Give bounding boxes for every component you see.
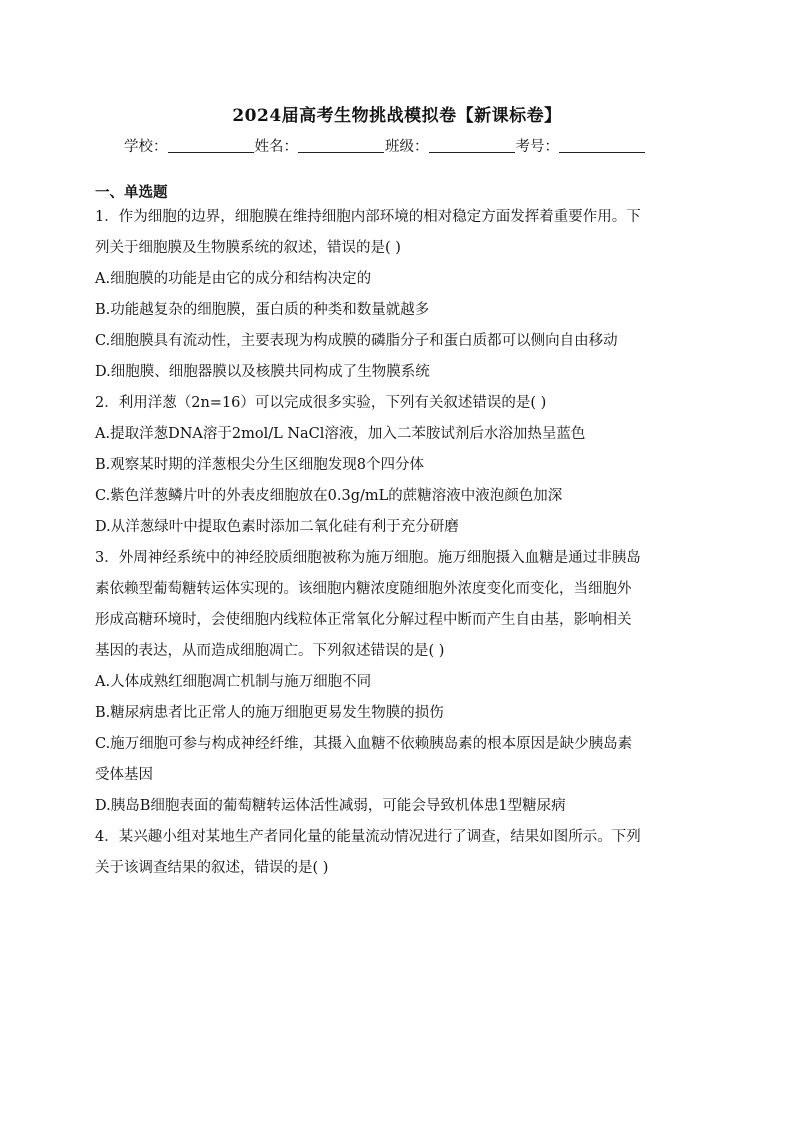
option-c: C.细胞膜具有流动性，主要表现为构成膜的磷脂分子和蛋白质都可以侧向自由移动 <box>95 333 618 349</box>
name-field <box>255 135 386 156</box>
option-c-continued: 受体基因 <box>95 767 153 783</box>
class-blank <box>429 138 515 153</box>
option-a: A.人体成熟红细胞凋亡机制与施万细胞不同 <box>95 674 372 690</box>
option-c: C.施万细胞可参与构成神经纤维，其摄入血糖不依赖胰岛素的根本原因是缺少胰岛素 <box>95 736 633 752</box>
questions-content <box>95 202 701 884</box>
exam-number-blank <box>559 138 645 153</box>
option-b: B.功能越复杂的细胞膜，蛋白质的种类和数量就越多 <box>95 302 430 318</box>
question-3 <box>95 543 701 822</box>
name-blank <box>298 138 384 153</box>
exam-number-label: 考号： <box>515 139 559 155</box>
question-stem-line: 形成高糖环境时，会使细胞内线粒体正常氧化分解过程中断而产生自由基，影响相关 <box>95 612 632 628</box>
question-stem-line: 3．外周神经系统中的神经胶质细胞被称为施万细胞。施万细胞摄入血糖是通过非胰岛 <box>95 550 641 566</box>
section-title: 一、单选题 <box>95 184 168 201</box>
question-stem-line: 列关于细胞膜及生物膜系统的叙述，错误的是( ) <box>95 240 401 256</box>
option-d: D.细胞膜、细胞器膜以及核膜共同构成了生物膜系统 <box>95 364 430 380</box>
question-stem-line: 素依赖型葡萄糖转运体实现的。该细胞内糖浓度随细胞外浓度变化而变化，当细胞外 <box>95 581 632 597</box>
question-4 <box>95 822 701 884</box>
student-info-line <box>124 135 684 156</box>
exam-title: 2024届高考生物挑战模拟卷【新课标卷】 <box>232 106 562 126</box>
option-c: C.紫色洋葱鳞片叶的外表皮细胞放在0.3g/mL的蔗糖溶液中液泡颜色加深 <box>95 488 563 504</box>
option-b: B.观察某时期的洋葱根尖分生区细胞发现8个四分体 <box>95 457 424 473</box>
option-b: B.糖尿病患者比正常人的施万细胞更易发生物膜的损伤 <box>95 705 444 721</box>
school-field <box>124 135 255 156</box>
question-stem-line: 2．利用洋葱（2n=16）可以完成很多实验，下列有关叙述错误的是( ) <box>95 395 547 411</box>
school-blank <box>168 138 254 153</box>
class-field <box>385 135 516 156</box>
question-2 <box>95 388 701 543</box>
question-stem-line: 关于该调查结果的叙述，错误的是( ) <box>95 860 329 876</box>
option-d: D.从洋葱绿叶中提取色素时添加二氧化硅有利于充分研磨 <box>95 519 459 535</box>
question-stem-line: 基因的表达，从而造成细胞凋亡。下列叙述错误的是( ) <box>95 643 445 659</box>
option-a: A.提取洋葱DNA溶于2mol/L NaCl溶液，加入二苯胺试剂后水浴加热呈蓝色 <box>95 426 586 442</box>
name-label: 姓名： <box>254 139 298 155</box>
class-label: 班级： <box>385 139 429 155</box>
school-label: 学校： <box>124 139 168 155</box>
question-stem-line: 4．某兴趣小组对某地生产者同化量的能量流动情况进行了调查，结果如图所示。下列 <box>95 829 641 845</box>
option-d: D.胰岛B细胞表面的葡萄糖转运体活性减弱，可能会导致机体患1型糖尿病 <box>95 798 566 814</box>
question-1 <box>95 202 701 388</box>
option-a: A.细胞膜的功能是由它的成分和结构决定的 <box>95 271 372 287</box>
exam-number-field <box>516 135 647 156</box>
question-stem-line: 1．作为细胞的边界，细胞膜在维持细胞内部环境的相对稳定方面发挥着重要作用。下 <box>95 209 641 225</box>
